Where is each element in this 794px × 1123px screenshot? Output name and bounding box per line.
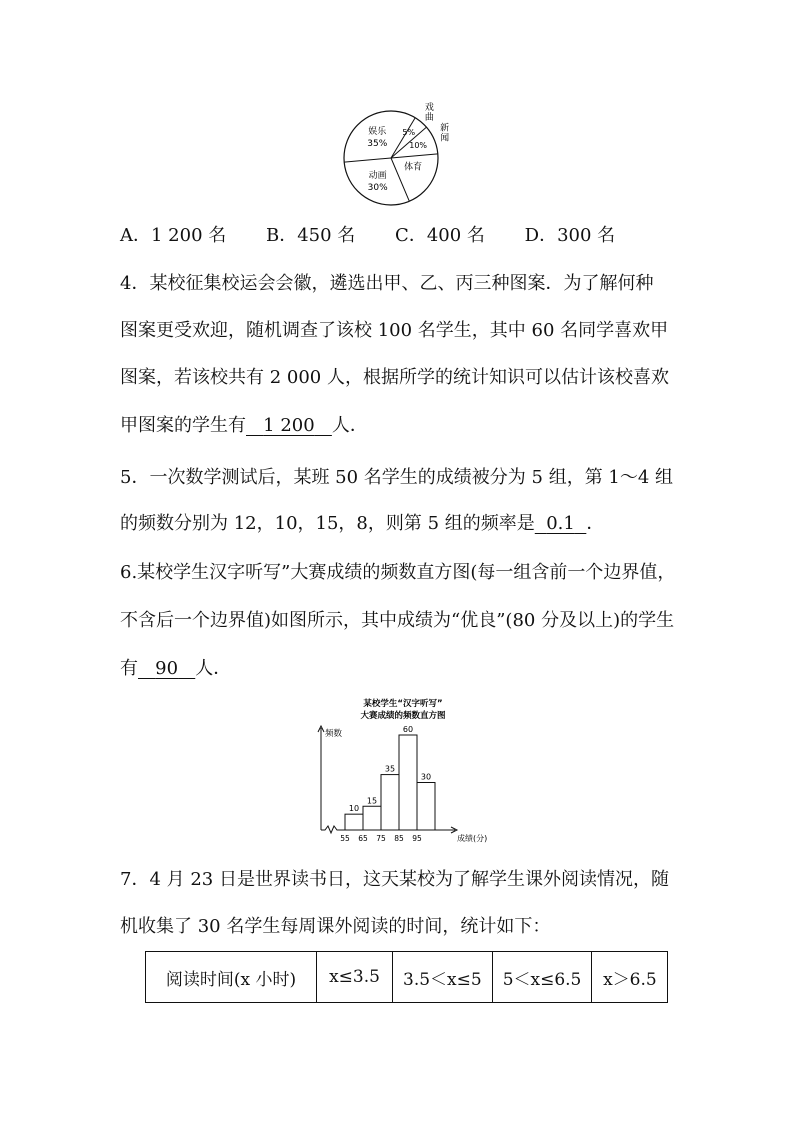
q5-line-1: 5．一次数学测试后，某班 50 名学生的成绩被分为 5 组，第 1～4 组 <box>120 467 674 488</box>
q4-line-4-end: 人． <box>331 415 368 436</box>
pie-label-yule: 娱乐 <box>368 127 387 138</box>
option-a: A．1 200 名 <box>120 225 227 246</box>
pie-pct-donghua: 30% <box>367 183 388 194</box>
histogram-bar-label: 15 <box>366 796 378 806</box>
pie-chart <box>335 100 455 210</box>
q6-line-3 <box>120 657 231 681</box>
x-tick-label: 85 <box>394 834 404 843</box>
table-cell: 3.5＜x≤5 <box>393 952 493 1003</box>
table-cell: x＞6.5 <box>592 952 668 1003</box>
table-header-cell: 阅读时间(x 小时) <box>146 952 317 1003</box>
pie-label-xiqu: 曲 <box>424 112 434 123</box>
q6-line-1: 6.某校学生汉字听写”大赛成绩的频数直方图(每一组含前一个边界值， <box>120 562 676 583</box>
histogram-subtitle: 大赛成绩的频数直方图 <box>360 711 446 721</box>
q4-line-1: 4．某校征集校运会会徽，遴选出甲、乙、丙三种图案．为了解何种 <box>120 273 654 294</box>
x-tick-label: 55 <box>340 834 350 843</box>
q6-answer: 90 <box>155 658 179 679</box>
x-tick-label: 95 <box>412 834 422 843</box>
q5-answer: 0.1 <box>546 513 575 534</box>
q6-line-2: 不含后一个边界值)如图所示，其中成绩为“优良”(80 分及以上)的学生 <box>120 610 675 631</box>
q5-line-2 <box>120 512 604 536</box>
q6-line-3-end: 人． <box>195 658 232 679</box>
q4-line-3: 图案，若该校共有 2 000 人，根据所学的统计知识可以估计该校喜欢 <box>120 367 669 388</box>
pie-pct-xinwen: 10% <box>409 140 428 150</box>
histogram-bar <box>381 775 399 830</box>
q5-answer-blank <box>535 513 587 534</box>
histogram-bar-label: 30 <box>420 772 432 782</box>
q5-line-2-end: ． <box>586 513 605 534</box>
histogram-chart <box>305 696 495 848</box>
histogram-bar-label: 60 <box>402 725 414 734</box>
pie-pct-yule: 35% <box>367 139 388 150</box>
q4-line-2: 图案更受欢迎，随机调查了该校 100 名学生，其中 60 名同学喜欢甲 <box>120 320 669 341</box>
x-axis-label: 成绩(分) <box>457 834 488 843</box>
histogram-bar-label: 35 <box>384 764 396 774</box>
option-d: D．300 名 <box>524 225 616 246</box>
pie-label-tiyu: 体育 <box>404 162 423 173</box>
table-cell: x≤3.5 <box>317 952 393 1003</box>
q6-line-3-text: 有 <box>120 658 138 679</box>
pie-label-donghua: 动画 <box>368 171 387 182</box>
y-axis-label: 频数 <box>325 729 343 739</box>
histogram-svg <box>305 696 495 848</box>
histogram-title: 某校学生“汉字听写” <box>363 699 443 709</box>
q3-options <box>120 224 649 248</box>
pie-chart-svg <box>335 100 455 210</box>
q4-line-4-text: 甲图案的学生有 <box>120 415 246 436</box>
histogram-bar <box>363 806 381 830</box>
table-cell: 5＜x≤6.5 <box>492 952 592 1003</box>
q4-line-4 <box>120 414 368 438</box>
histogram-bar <box>417 783 435 831</box>
option-c: C．400 名 <box>395 225 485 246</box>
q4-answer-blank <box>246 415 332 436</box>
pie-pct-xiqu: 5% <box>402 128 416 138</box>
q7-line-1: 7．4 月 23 日是世界读书日，这天某校为了解学生课外阅读情况，随 <box>120 869 669 890</box>
histogram-bar <box>399 735 417 830</box>
q5-line-2-text: 的频数分别为 12，10，15，8，则第 5 组的频率是 <box>120 513 535 534</box>
option-b: B．450 名 <box>266 225 356 246</box>
histogram-bar-label: 10 <box>348 804 360 814</box>
pie-label-xinwen: 闻 <box>440 133 450 144</box>
histogram-bar <box>345 814 363 830</box>
q6-answer-blank <box>138 658 195 679</box>
q7-line-2: 机收集了 30 名学生每周课外阅读的时间，统计如下： <box>120 916 551 937</box>
pie-label-xiqu: 戏 <box>424 102 434 113</box>
reading-time-table <box>145 951 668 1003</box>
x-tick-label: 65 <box>358 834 368 843</box>
x-tick-label: 75 <box>376 834 386 843</box>
q4-answer: 1 200 <box>263 415 315 436</box>
pie-label-xinwen: 新 <box>440 123 450 134</box>
table-row <box>146 952 668 1003</box>
